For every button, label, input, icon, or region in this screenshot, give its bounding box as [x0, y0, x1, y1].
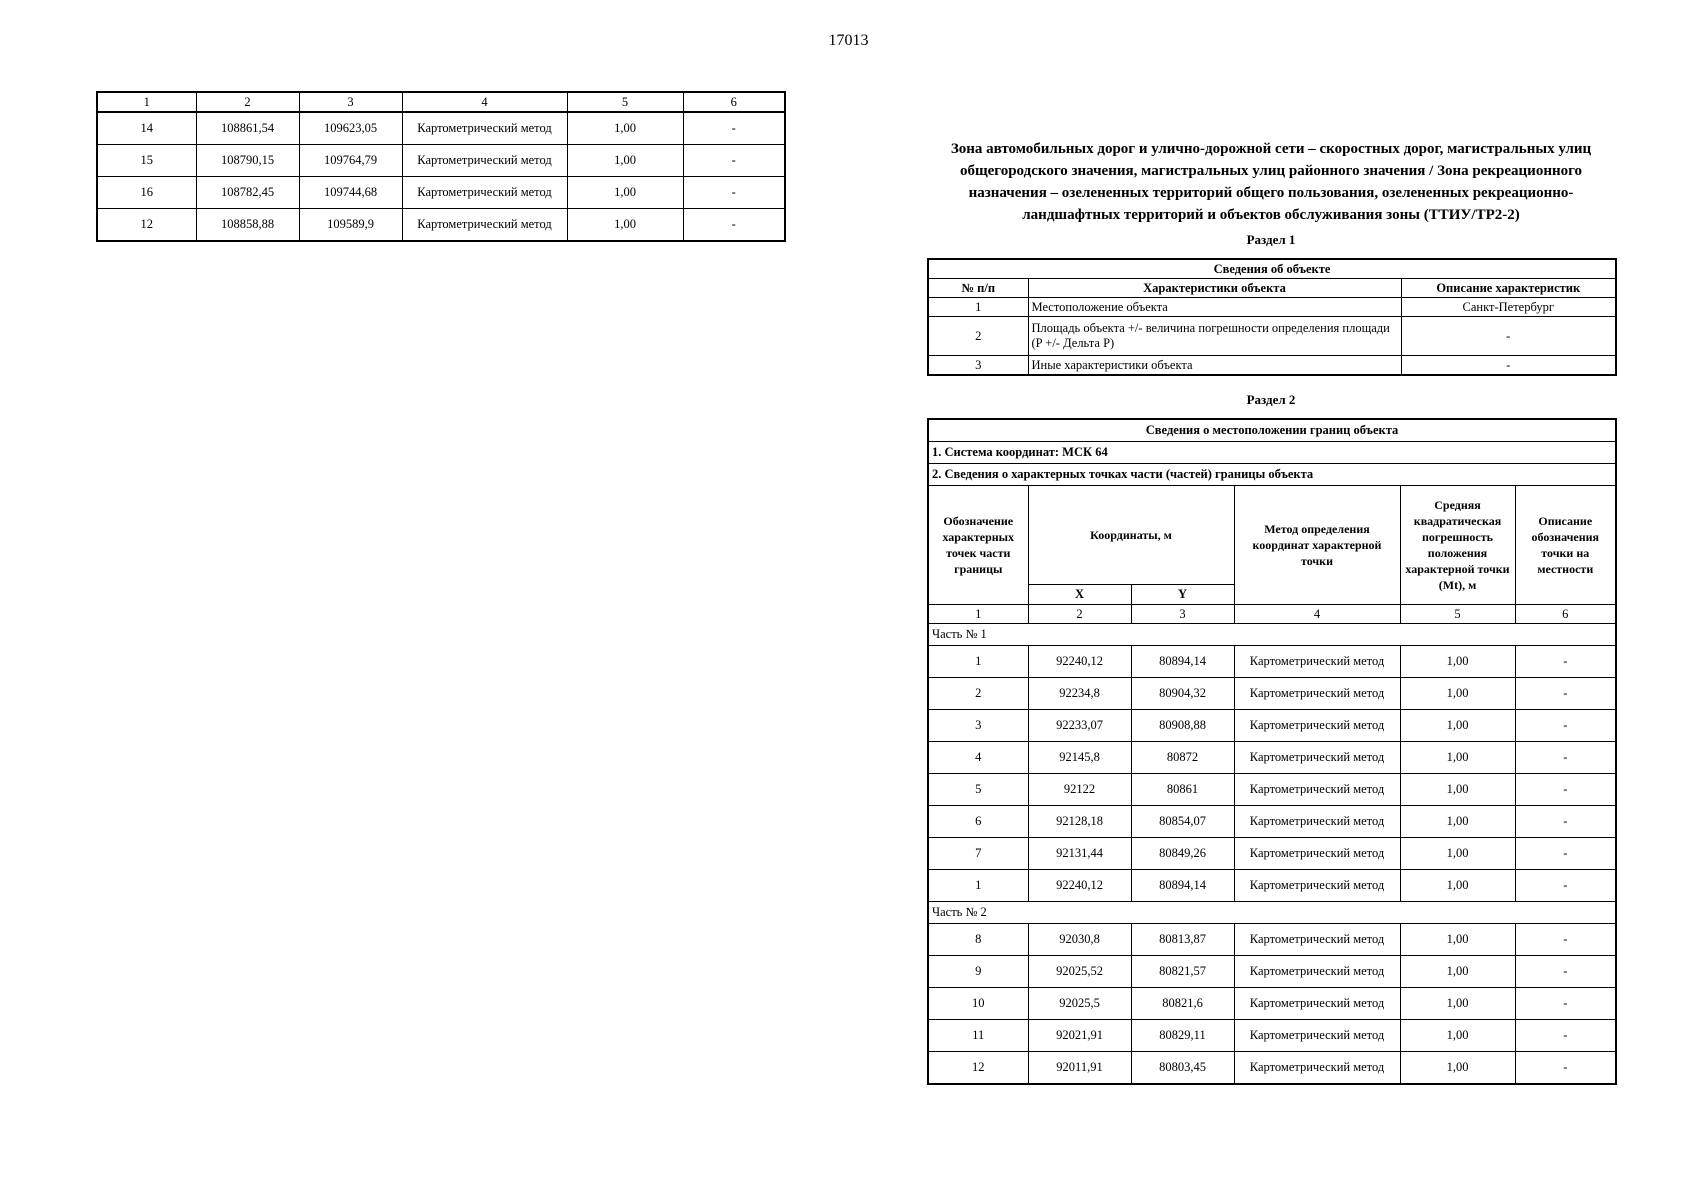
table-cell: 80813,87 [1131, 924, 1234, 956]
table-cell: - [1515, 774, 1616, 806]
table-cell: 1,00 [1400, 774, 1515, 806]
table-cell: 1 [928, 870, 1028, 902]
header-x: X [1028, 585, 1131, 605]
table-cell: 108858,88 [196, 209, 299, 242]
table-row [928, 838, 1616, 870]
table-cell: 80904,32 [1131, 678, 1234, 710]
page-number: 17013 [828, 32, 869, 49]
boundary-points-table [927, 418, 1617, 1085]
table-cell: 1,00 [1400, 646, 1515, 678]
table-cell: - [1515, 870, 1616, 902]
table-cell: Картометрический метод [1234, 924, 1400, 956]
table-row [928, 870, 1616, 902]
header-error: Средняя квадратическая погрешность положения характерной точки (Mt), м [1400, 486, 1515, 605]
table-cell: Картометрический метод [402, 209, 567, 242]
header-point-description: Описание обозначения точки на местности [1515, 486, 1616, 605]
column-header: 6 [683, 92, 785, 112]
table-cell: Картометрический метод [1234, 1020, 1400, 1052]
table-cell: 14 [97, 112, 196, 145]
object-info-title: Сведения об объекте [928, 259, 1616, 279]
table-cell: 1,00 [1400, 1020, 1515, 1052]
table-row [97, 177, 785, 209]
table-cell: - [1515, 646, 1616, 678]
table-cell: 92025,52 [1028, 956, 1131, 988]
coord-system: 1. Система координат: МСК 64 [928, 442, 1616, 464]
table-cell: 80894,14 [1131, 870, 1234, 902]
table-cell: 108782,45 [196, 177, 299, 209]
info-row-description: - [1401, 317, 1616, 356]
column-header: 1 [97, 92, 196, 112]
table-row [928, 710, 1616, 742]
table-cell: Картометрический метод [1234, 1052, 1400, 1085]
table-cell: - [1515, 742, 1616, 774]
table-row [928, 742, 1616, 774]
table-cell: Картометрический метод [1234, 742, 1400, 774]
table-cell: 1,00 [1400, 988, 1515, 1020]
table-cell: 80908,88 [1131, 710, 1234, 742]
col-number: 4 [1234, 605, 1400, 624]
table-cell: 92131,44 [1028, 838, 1131, 870]
table-cell: 80894,14 [1131, 646, 1234, 678]
info-row-description: Санкт-Петербург [1401, 298, 1616, 317]
table-cell: 80803,45 [1131, 1052, 1234, 1085]
table-cell: Картометрический метод [1234, 710, 1400, 742]
table-row [928, 646, 1616, 678]
table-cell: 80821,6 [1131, 988, 1234, 1020]
table-cell: 1,00 [1400, 1052, 1515, 1085]
table-cell: 109744,68 [299, 177, 402, 209]
info-row-description: - [1401, 356, 1616, 376]
table-row [928, 806, 1616, 838]
header-coords: Координаты, м [1028, 486, 1234, 585]
table-row [928, 1052, 1616, 1085]
table-cell: - [683, 209, 785, 242]
table-cell: - [1515, 678, 1616, 710]
table-cell: 9 [928, 956, 1028, 988]
table-cell: 12 [97, 209, 196, 242]
points-title: 2. Сведения о характерных точках части (частей) границы объекта [928, 464, 1616, 486]
table-cell: 92011,91 [1028, 1052, 1131, 1085]
column-header: 4 [402, 92, 567, 112]
table-cell: 1,00 [1400, 870, 1515, 902]
table-cell: Картометрический метод [1234, 774, 1400, 806]
header-characteristic: Характеристики объекта [1028, 279, 1401, 298]
table-cell: 5 [928, 774, 1028, 806]
table-row [928, 1020, 1616, 1052]
table-cell: 3 [928, 710, 1028, 742]
table-cell: 80854,07 [1131, 806, 1234, 838]
column-header: 2 [196, 92, 299, 112]
table-cell: 1,00 [1400, 742, 1515, 774]
table-cell: 109764,79 [299, 145, 402, 177]
table-cell: 108790,15 [196, 145, 299, 177]
info-row-characteristic: Площадь объекта +/- величина погрешности определения площади (P +/- Дельта P) [1028, 317, 1401, 356]
table-cell: - [683, 145, 785, 177]
table-row [928, 678, 1616, 710]
table-cell: 1,00 [1400, 806, 1515, 838]
table-cell: - [1515, 1052, 1616, 1085]
table-cell: 92128,18 [1028, 806, 1131, 838]
table-cell: 15 [97, 145, 196, 177]
section1-label: Раздел 1 [1246, 232, 1296, 247]
object-info-table [927, 258, 1617, 376]
table-cell: 92025,5 [1028, 988, 1131, 1020]
table-cell: 80872 [1131, 742, 1234, 774]
table-cell: 92030,8 [1028, 924, 1131, 956]
table-cell: - [1515, 988, 1616, 1020]
column-header: 5 [567, 92, 683, 112]
col-number: 6 [1515, 605, 1616, 624]
table-cell: 109623,05 [299, 112, 402, 145]
table-cell: 1,00 [567, 209, 683, 242]
column-header: 3 [299, 92, 402, 112]
table-cell: 109589,9 [299, 209, 402, 242]
table-cell: 1,00 [1400, 710, 1515, 742]
zone-title: Зона автомобильных дорог и улично-дорожной сети – скоростных дорог, магистральных улиц общегородского значения, магистральных улиц районного значения / Зона рекреационного назначения – озелененных территорий общего пользования, озелененных рекреационно-ландшафтных территорий и объектов обслуживания зоны (ТТИУ/ТР2-2) [950, 141, 1592, 223]
section2-label: Раздел 2 [1246, 392, 1296, 407]
part-label: Часть № 1 [928, 624, 1616, 646]
header-number: № п/п [928, 279, 1028, 298]
table-cell: 1,00 [567, 112, 683, 145]
table-cell: Картометрический метод [1234, 646, 1400, 678]
table-cell: 92021,91 [1028, 1020, 1131, 1052]
info-row-number: 1 [928, 298, 1028, 317]
table-cell: Картометрический метод [402, 145, 567, 177]
table-cell: 92240,12 [1028, 870, 1131, 902]
table-row [928, 988, 1616, 1020]
table-cell: Картометрический метод [402, 112, 567, 145]
table-cell: 4 [928, 742, 1028, 774]
table-row [928, 956, 1616, 988]
table-cell: - [683, 177, 785, 209]
info-row-characteristic: Местоположение объекта [1028, 298, 1401, 317]
table-cell: 1,00 [567, 177, 683, 209]
header-y: Y [1131, 585, 1234, 605]
table-cell: 80849,26 [1131, 838, 1234, 870]
table-cell: 1,00 [1400, 678, 1515, 710]
col-number: 5 [1400, 605, 1515, 624]
table-cell: 92145,8 [1028, 742, 1131, 774]
table-cell: 80829,11 [1131, 1020, 1234, 1052]
table-cell: Картометрический метод [1234, 838, 1400, 870]
header-designation: Обозначение характерных точек части границы [928, 486, 1028, 605]
table-cell: 12 [928, 1052, 1028, 1085]
table-cell: - [1515, 838, 1616, 870]
table-row [928, 924, 1616, 956]
boundary-table-title: Сведения о местоположении границ объекта [928, 419, 1616, 442]
table-cell: Картометрический метод [1234, 956, 1400, 988]
info-row-number: 2 [928, 317, 1028, 356]
table-cell: Картометрический метод [1234, 806, 1400, 838]
table-cell: Картометрический метод [1234, 678, 1400, 710]
table-cell: 16 [97, 177, 196, 209]
info-row-number: 3 [928, 356, 1028, 376]
table-cell: 2 [928, 678, 1028, 710]
table-cell: - [683, 112, 785, 145]
table-cell: 1,00 [1400, 956, 1515, 988]
col-number: 1 [928, 605, 1028, 624]
info-row-characteristic: Иные характеристики объекта [1028, 356, 1401, 376]
table-cell: 1,00 [1400, 924, 1515, 956]
table-cell: 92240,12 [1028, 646, 1131, 678]
col-number: 3 [1131, 605, 1234, 624]
table-cell: 1 [928, 646, 1028, 678]
table-cell: Картометрический метод [1234, 988, 1400, 1020]
table-row [928, 774, 1616, 806]
table-cell: 6 [928, 806, 1028, 838]
table-cell: - [1515, 806, 1616, 838]
table-cell: 80861 [1131, 774, 1234, 806]
table-row [97, 145, 785, 177]
table-cell: 7 [928, 838, 1028, 870]
table-cell: Картометрический метод [1234, 870, 1400, 902]
table-cell: 1,00 [1400, 838, 1515, 870]
table-cell: 11 [928, 1020, 1028, 1052]
table-cell: 10 [928, 988, 1028, 1020]
header-description: Описание характеристик [1401, 279, 1616, 298]
table-cell: Картометрический метод [402, 177, 567, 209]
table-cell: - [1515, 710, 1616, 742]
table-cell: 1,00 [567, 145, 683, 177]
col-number: 2 [1028, 605, 1131, 624]
table-cell: 92122 [1028, 774, 1131, 806]
header-method: Метод определения координат характерной точки [1234, 486, 1400, 605]
table-cell: 8 [928, 924, 1028, 956]
continuation-table [96, 91, 786, 242]
table-row [97, 209, 785, 242]
table-cell: - [1515, 1020, 1616, 1052]
table-cell: 108861,54 [196, 112, 299, 145]
table-cell: - [1515, 924, 1616, 956]
table-cell: 80821,57 [1131, 956, 1234, 988]
table-cell: 92233,07 [1028, 710, 1131, 742]
part-label: Часть № 2 [928, 902, 1616, 924]
table-row [97, 112, 785, 145]
table-cell: 92234,8 [1028, 678, 1131, 710]
table-cell: - [1515, 956, 1616, 988]
